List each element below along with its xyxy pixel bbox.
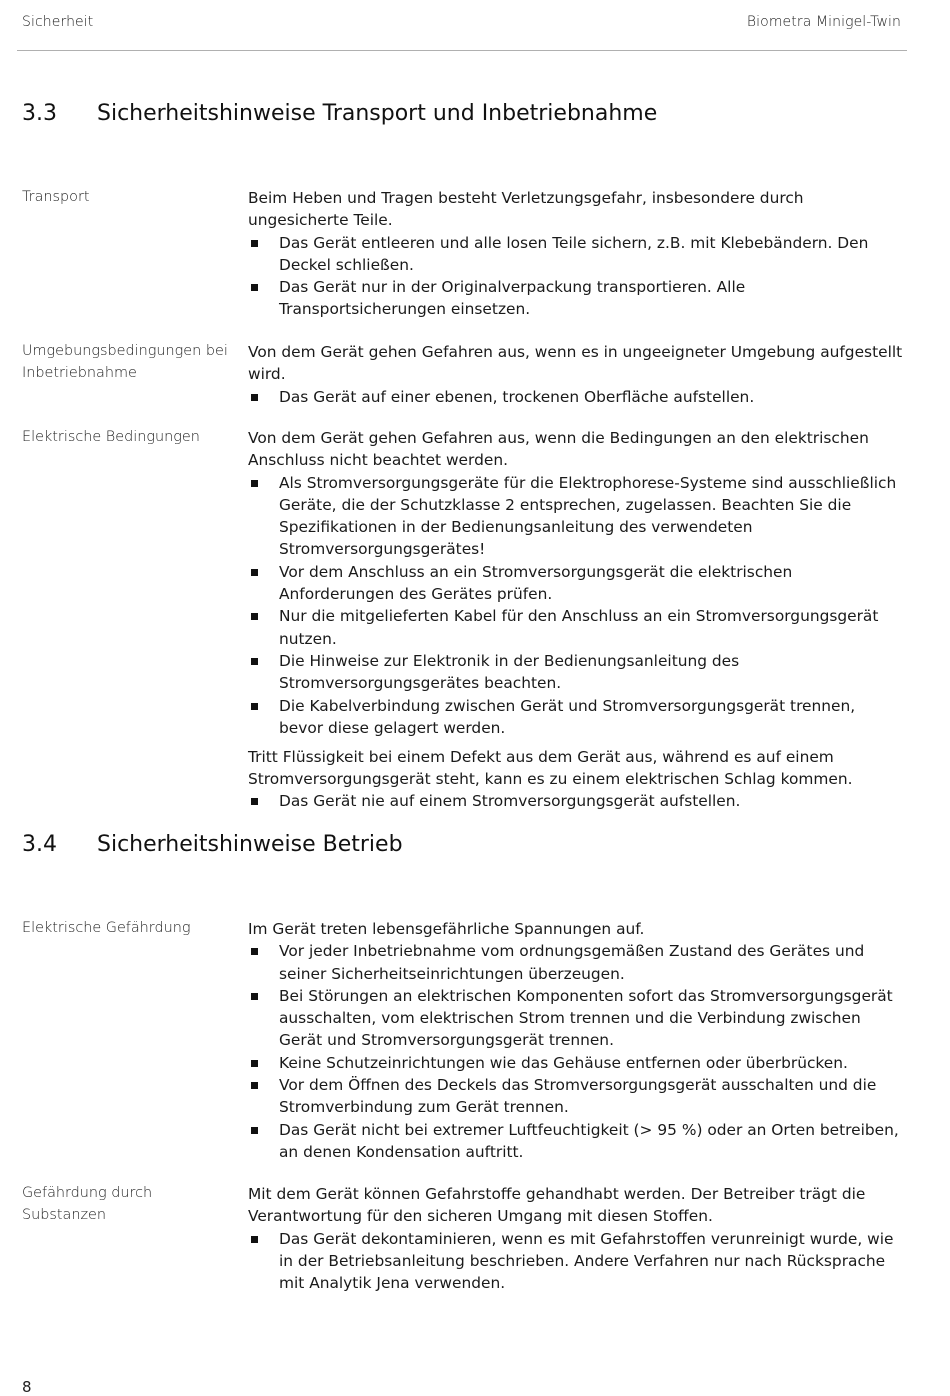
paragraph: Tritt Flüssigkeit bei einem Defekt aus dem Gerät aus, während es auf einem Stromversorgungsgerät steht, kann es zu einem elektrischen Schlag kommen. <box>248 747 853 789</box>
section-heading-3-3 <box>22 101 657 126</box>
square-bullet-icon <box>251 240 258 247</box>
block-transport <box>248 187 903 321</box>
square-bullet-icon <box>251 1127 258 1134</box>
bullet-list <box>248 232 903 321</box>
bullet-list <box>248 1228 903 1295</box>
square-bullet-icon <box>251 569 258 576</box>
list-item <box>248 561 903 606</box>
list-item <box>248 940 903 985</box>
list-item-text: Das Gerät nie auf einem Stromversorgungsgerät aufstellen. <box>279 792 741 811</box>
bullet-list <box>248 790 903 812</box>
square-bullet-icon <box>251 993 258 1000</box>
square-bullet-icon <box>251 948 258 955</box>
running-header-product: Biometra Minigel-Twin <box>746 14 901 30</box>
page-number: 8 <box>22 1378 32 1396</box>
list-item-text: Vor jeder Inbetriebnahme vom ordnungsgemäßen Zustand des Gerätes und seiner Sicherheitseinrichtungen überzeugen. <box>279 942 865 983</box>
section-title: Sicherheitshinweise Transport und Inbetriebnahme <box>97 101 658 126</box>
square-bullet-icon <box>251 394 258 401</box>
bullet-list <box>248 472 903 740</box>
side-label-substance-hazard: Gefährdung durch Substanzen <box>22 1185 153 1224</box>
list-item-text: Das Gerät nicht bei extremer Luftfeuchtigkeit (> 95 %) oder an Orten betreiben, an denen Kondensation auftritt. <box>279 1120 899 1161</box>
list-item-text: Das Gerät auf einer ebenen, trockenen Oberfläche aufstellen. <box>279 387 755 406</box>
square-bullet-icon <box>251 480 258 487</box>
list-item-text: Das Gerät dekontaminieren, wenn es mit Gefahrstoffen verunreinigt wurde, wie in der Betriebsanleitung beschrieben. Andere Verfahren nur nach Rücksprache mit Analytik Jena verwenden. <box>279 1229 894 1293</box>
list-item <box>248 1119 903 1164</box>
paragraph: Beim Heben und Tragen besteht Verletzungsgefahr, insbesondere durch ungesicherte Teile. <box>248 189 804 230</box>
list-item <box>248 695 903 740</box>
square-bullet-icon <box>251 1236 258 1243</box>
list-item <box>248 1074 903 1119</box>
list-item-text: Die Hinweise zur Elektronik in der Bedienungsanleitung des Stromversorgungsgerätes beachten. <box>279 651 740 693</box>
list-item <box>248 1052 903 1074</box>
section-number: 3.4 <box>22 832 57 857</box>
paragraph: Mit dem Gerät können Gefahrstoffe gehandhabt werden. Der Betreiber trägt die Verantwortung für den sicheren Umgang mit diesen Stoffen. <box>248 1185 866 1226</box>
square-bullet-icon <box>251 658 258 665</box>
list-item <box>248 472 903 561</box>
bullet-list <box>248 940 903 1163</box>
block-substance-hazard <box>248 1183 903 1294</box>
block-electrical-hazard <box>248 918 903 1163</box>
list-item-text: Die Kabelverbindung zwischen Gerät und Stromversorgungsgerät trennen, bevor diese gelagert werden. <box>279 696 856 737</box>
side-label-electrical-conditions: Elektrische Bedingungen <box>22 429 200 445</box>
side-label-transport: Transport <box>22 189 90 205</box>
square-bullet-icon <box>251 1060 258 1067</box>
block-electrical-conditions <box>248 427 903 813</box>
list-item <box>248 232 903 277</box>
section-heading-3-4 <box>22 832 403 857</box>
list-item <box>248 650 903 695</box>
list-item-text: Vor dem Öffnen des Deckels das Stromversorgungsgerät ausschalten und die Stromverbindung zum Gerät trennen. <box>279 1076 877 1117</box>
list-item <box>248 790 903 812</box>
square-bullet-icon <box>251 703 258 710</box>
list-item <box>248 605 903 650</box>
paragraph: Von dem Gerät gehen Gefahren aus, wenn die Bedingungen an den elektrischen Anschluss nicht beachtet werden. <box>248 429 869 470</box>
list-item-text: Bei Störungen an elektrischen Komponenten sofort das Stromversorgungsgerät ausschalten, vom elektrischen Strom trennen und die Verbindung zwischen Gerät und Stromversorgungsgerät trennen. <box>279 986 893 1050</box>
list-item <box>248 985 903 1052</box>
square-bullet-icon <box>251 798 258 805</box>
running-header-section: Sicherheit <box>22 14 94 30</box>
bullet-list <box>248 386 903 408</box>
side-label-environment: Umgebungsbedingungen bei Inbetriebnahme <box>22 343 228 382</box>
list-item-text: Keine Schutzeinrichtungen wie das Gehäuse entfernen oder überbrücken. <box>279 1053 848 1072</box>
list-item <box>248 386 903 408</box>
list-item-text: Nur die mitgelieferten Kabel für den Anschluss an ein Stromversorgungsgerät nutzen. <box>279 607 879 648</box>
header-divider <box>17 50 907 51</box>
side-label-electrical-hazard: Elektrische Gefährdung <box>22 920 191 936</box>
paragraph: Im Gerät treten lebensgefährliche Spannungen auf. <box>248 920 645 938</box>
paragraph: Von dem Gerät gehen Gefahren aus, wenn es in ungeeigneter Umgebung aufgestellt wird. <box>248 343 903 384</box>
square-bullet-icon <box>251 613 258 620</box>
block-environment <box>248 341 903 408</box>
list-item <box>248 1228 903 1295</box>
section-title: Sicherheitshinweise Betrieb <box>97 832 403 857</box>
section-number: 3.3 <box>22 101 57 126</box>
list-item-text: Das Gerät entleeren und alle losen Teile sichern, z.B. mit Klebebändern. Den Deckel schließen. <box>279 233 869 274</box>
list-item <box>248 276 903 321</box>
square-bullet-icon <box>251 1082 258 1089</box>
square-bullet-icon <box>251 284 258 291</box>
list-item-text: Als Stromversorgungsgeräte für die Elektrophorese-Systeme sind ausschließlich Geräte, die der Schutzklasse 2 entsprechen, zugelassen. Beachten Sie die Spezifikationen in der Bedienungsanleitung des verwendeten Stromversorgungsgerätes! <box>279 473 897 559</box>
list-item-text: Das Gerät nur in der Originalverpackung transportieren. Alle Transportsicherungen einsetzen. <box>279 278 746 319</box>
list-item-text: Vor dem Anschluss an ein Stromversorgungsgerät die elektrischen Anforderungen des Gerätes prüfen. <box>279 562 793 604</box>
